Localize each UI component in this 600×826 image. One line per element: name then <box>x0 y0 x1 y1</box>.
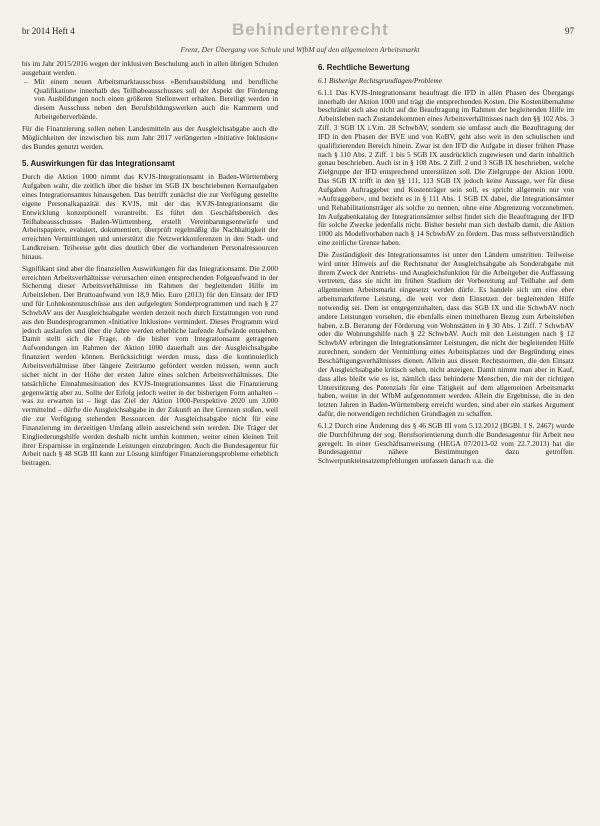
subsection-heading: 6.1 Bisherige Rechtsgrundlagen/Probleme <box>318 75 442 85</box>
list-item <box>22 78 278 122</box>
bullet-dash: – <box>24 76 28 86</box>
journal-title: Behindertenrecht <box>232 20 389 39</box>
issue-label: br 2014 Heft 4 <box>22 26 75 36</box>
page-number: 97 <box>565 26 574 36</box>
running-subtitle: Frenz, Der Übergang von Schule und WfbM auf den allgemeinen Arbeitsmarkt <box>180 45 420 54</box>
paragraph: Die Zuständigkeit des Integrationsamtes ist unter den Ländern umstritten. Teilweise wird unter Hinweis auf die Rechtsnatur der Ausgleichsabgabe als Sonderabgabe mit ihrem Zweck der Antriebs- und Ausgleichsfunktion für die Arbeitgeber die Auffassung vertreten, dass sie nicht im frühen Stadium der Vorbereitung auf Teilhabe auf dem allgemeinen Arbeitsmarkt eingesetzt werden dürfe. Es handele sich um eine eher arbeitsmarktferne Leistung, die weit vor dem Einsetzen der begleitenden Hilfe notwendig sei. Dem ist entgegenzuhalten, dass das SGB IX und die SchwbAV noch andere Leistungen vorsehen, die ebenfalls einen mittelbaren Bezug zum Arbeitsleben haben, z.B. Beratung der Förderung von Wohnstätten in § 30 Abs. 1 Ziff. 7 SchwbAV oder die Wohnungshilfe nach § 22 SchwbAV. Auch mit den Leistungen nach § 12 SchwbAV erbringen die Integrationsämter Leistungen, die nicht der begleitenden Hilfe zurechnen, sondern der Vermittlung eines Arbeitsplatzes und der Begründung eines Beschäftigungsverhältnisses dienen. Allein aus diesen Rechtsnormen, die den Einsatz der Ausgleichsabgabe kritisch sehen, nicht anzeigen. Damit nimmt man aber in Kauf, dass alles bleibt wie es ist, nämlich dass behinderte Menschen, die mit der richtigen Unterstützung des Potenzials für eine Tätigkeit auf dem allgemeinen Arbeitsmarkt haben, weiter in der WfbM aufgenommen werden. Allein die Ergebnisse, die in den letzten Jahren in Baden-Württemberg erreicht wurden, sind aber ein starkes Argument dafür, die notwendigen rechtlichen Grundlagen zu schaffen. <box>318 249 574 419</box>
list-item-text: Mit einem neuen Arbeitsmarktausschuss »Berufsausbildung und berufliche Qualifikation« innerhalb des Teilhabeausschusses soll der Aspekt der Förderung von Ausbildungen noch einen größeren Stellenwert erhalten. Bereiligt werden in diesem Ausschuss neben den Berufsbildungswerken auch die Kammern und Arbeitgeberverbände. <box>34 76 278 122</box>
paragraph: 6.1.2 Durch eine Änderung des § 46 SGB III vom 5.12.2012 (BGBl. I S. 2467) wurde die Durchführung der sog. Berufsorientierung durch die Bundesagentur für Arbeit neu geregelt. In einer Geschäftsanweisung (HEGA 07/2013-02 vom 22.7.2013) hat die Bundesagentur nähere Bestimmungen dazu getroffen. Schwerpunkteinsatzempfehlungen umfassen danach u.a. die <box>318 420 574 466</box>
right-column <box>318 60 574 466</box>
paragraph: Signifikant sind aber die finanziellen Auswirkungen für das Integrationsamt. Die 2.000 erreichten Arbeitsverhältnisse verursachen einen entsprechenden Folgeaufwand in der Sicherung dieser Arbeitsverhältnisse im Rahmen der begleitenden Hilfe im Arbeitsleben. Der Bruttoaufwand von 18,9 Mio. Euro (2013) für den Einsatz der IFD und für Lohnkostenzuschüsse aus den aufgelegten Sonderprogrammen und nach § 27 SchwbAV aus der Ausgleichsabgabe werden derzeit noch durch Erstattungen von rund aus den Bundesprogrammen »Initiative Inklusion« vermindert. Dieses Programm wird jedoch auslaufen und über die Jahre werden erhebliche laufende Aufwände entstehen. Damit stellt sich die Frage, ob die bisher vom Integrationsamt getragenen Aufwendungen im Rahmen der Aktion 1000 dauerhaft aus der Ausgleichsabgabe finanziert werden können. Berücksichtigt werden muss, dass die kontinuierlich Arbeitsverhältnisse über längere Zeiträume gefördert werden müssen, wenn auch sicher nicht in der Höhe der ersten Jahre eines solchen Arbeitsverhältnisses. Die tatsächliche Einnahmesituation des KVJS-Integrationsamtes lässt die Finanzierung gegenwärtig aber zu. Sollte der Erfolg jedoch weiter in der bisherigen Form anhalten – was zu erwarten ist – liegt das Ziel der Aktion 1000-Perspektive 2020 um 3.000 vermittelnd – dürfte die Ausgleichsabgabe in der Zukunft an ihre Grenzen stoßen, weil die zur Verfügung stehenden Ressourcen der Ausgleichsabgabe nicht für eine Finanzierung im derzeitigen Umfang allein ausreichend sein werden. Die Träger der Eingliederungshilfe werden deshalb nicht umhin kommen, weiter einen kleinen Teil ihrer Ersparnisse in ergänzende Leistungen einzubringen. Auch die Bundesagentur für Arbeit nach § 48 SGB III kann zur Lösung künftiger Finanzierungsprobleme erheblich beitragen. <box>22 263 278 468</box>
paragraph: 6.1.1 Das KVJS-Integrationsamt beauftragt die IFD in allen Phasen des Übergangs innerhalb der Aktion 1000 und trägt die entsprechenden Kosten. Die Kostenübernahme beschränkt sich also nicht auf die Beauftragung im Rahmen der begleitenden Hilfe im Arbeitsleben nach Zustandekommen eines Arbeitsverhältnisses nach den §§ 102 Abs. 3 Ziff. 3 SGB IX i.V.m. 28 SchwbAV, sondern sie umfasst auch die Beauftragung der IFD in den Phasen der BVE und von KoBV, geht also weit in den schulischen und qualifizierenden Bereich hinein. Zwar ist den IFD die Aufgabe in dieser frühen Phase nach § 110 Abs. 2 Ziff. 1 bis 5 SGB IX ausdrücklich zugewiesen und darin inhaltlich genau beschrieben. Auch ist in § 108 Abs. 2 Ziff. 2 und 3 SGB IX beschrieben, welche Zielgruppe der IFD entsprechend unterstützen soll. Die Zielgruppe der Aktion 1000. Das SGB IX trifft in den §§ 111, 113 SGB IX jedoch keine Aussage, wer für diese Aufgaben Auftraggeber und Kostenträger sein soll, es spricht allgemein nur von »Auftraggeber«, und bezieht es in § 111 Abs. 1 SGB IX dabei, die Integrationsämter und Rehabilitationsträger als solche zu nennen, ohne eine Abgrenzung vorzunehmen. Im Aufgabenkatalog der Integrationsämter selbst findet sich die Beauftragung der IFD für solche Zwecke jedenfalls nicht. Bisher besteht man sich deshalb damit, die Aktion 1000 als Modellvorhaben nach § 14 SchwbAV zu fördern. Das muss selbstverständlich eine zeitliche Grenze haben. <box>318 87 574 248</box>
paragraph: bis im Jahr 2015/2016 wegen der inklusiven Beschulung auch in allen übrigen Schulen ausgebaut werden. <box>22 59 278 77</box>
paragraph: Für die Finanzierung sollen neben Landesmitteln aus der Ausgleichsabgabe auch die Möglichkeiten der inzwischen bis zum Jahr 2017 verlängerten »Initiative Inklusion« des Bundes genutzt werden. <box>22 123 278 151</box>
section-heading: 5. Auswirkungen für das Integrationsamt <box>22 159 175 169</box>
section-heading: 6. Rechtliche Bewertung <box>318 63 410 72</box>
left-column <box>22 60 278 468</box>
paragraph: Durch die Aktion 1000 nimmt das KVJS-Integrationsamt in Baden-Württemberg Aufgaben wahr, die zeitlich über die bisher im SGB IX beschriebenen Kernaufgaben eines Integrationsamtes hinausgehen. Das betrifft zunächst die zur Verfügung gestellte eigene Personalkapazität des KVJS, mit der das KVJS-Integrationsamt die Entwicklung konzeptionell vorantreibt. Es führt den Geschäftsbereich des Teilhabeausschusses Baden-Württemberg, erstellt Vereinbarungsentwürfe und Arbeitspapiere, evaluiert, dokumentiert, überprüft regelmäßig die Nachhaltigkeit der erreichten Vermittlungen und unterstützt die Netzwerkkonferenzen in den Stadt- und Landkreisen. Teilweise geht dies deutlich über die vorhandenen Personalressourcen hinaus. <box>22 172 278 261</box>
